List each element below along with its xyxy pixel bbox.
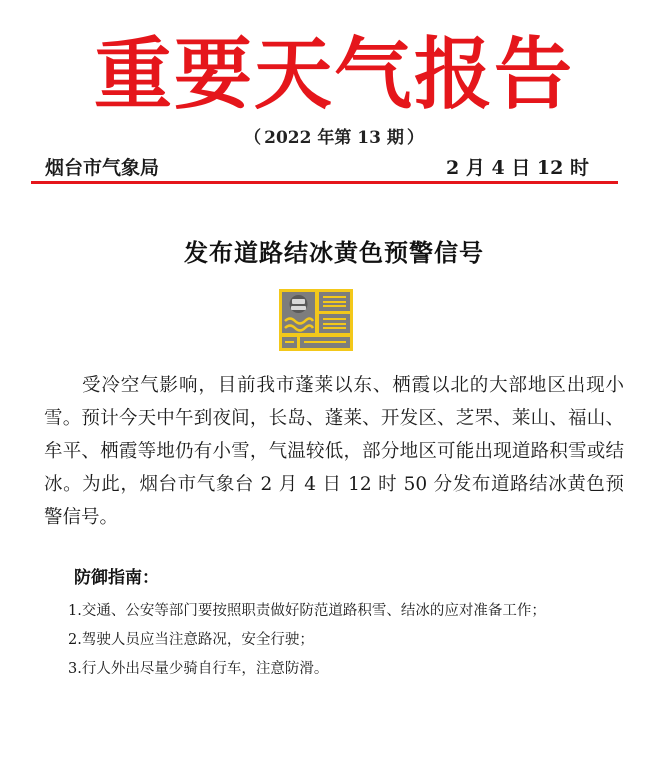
guide-item: 1.交通、公安等部门要按照职责做好防范道路积雪、结冰的应对准备工作； bbox=[68, 603, 546, 619]
report-masthead: 重要天气报告 bbox=[93, 29, 574, 120]
issue-number-line bbox=[0, 127, 668, 149]
header-divider bbox=[31, 181, 618, 184]
issue-time: 2 月 4 日 12 时 bbox=[446, 157, 589, 179]
issuer-name: 烟台市气象局 bbox=[45, 157, 160, 179]
road-icing-yellow-warning-icon bbox=[279, 289, 353, 351]
defense-guide-list bbox=[68, 597, 628, 684]
signal-graphic bbox=[279, 289, 353, 351]
guide-item: 3.行人外出尽量少骑自行车，注意防滑。 bbox=[68, 661, 329, 677]
warning-headline: 发布道路结冰黄色预警信号 bbox=[184, 239, 484, 267]
issue-number: 2022 年第 13 期 bbox=[264, 128, 404, 148]
warning-body-paragraph: 受冷空气影响，目前我市蓬莱以东、栖霞以北的大部地区出现小雪。预计今天中午到夜间，长岛、蓬莱、开发区、芝罘、莱山、福山、牟平、栖霞等地仍有小雪，气温较低，部分地区可能出现道路积雪或结冰。为此，烟台市气象台 2 月 4 日 12 时 50 分发布道路结冰黄色预警信号。 bbox=[44, 375, 624, 528]
guide-item: 2.驾驶人员应当注意路况，安全行驶； bbox=[68, 632, 314, 648]
defense-guide-heading: 防御指南： bbox=[74, 568, 159, 588]
issue-open-bracket: （ bbox=[244, 128, 262, 148]
issue-close-bracket: ） bbox=[406, 128, 424, 148]
